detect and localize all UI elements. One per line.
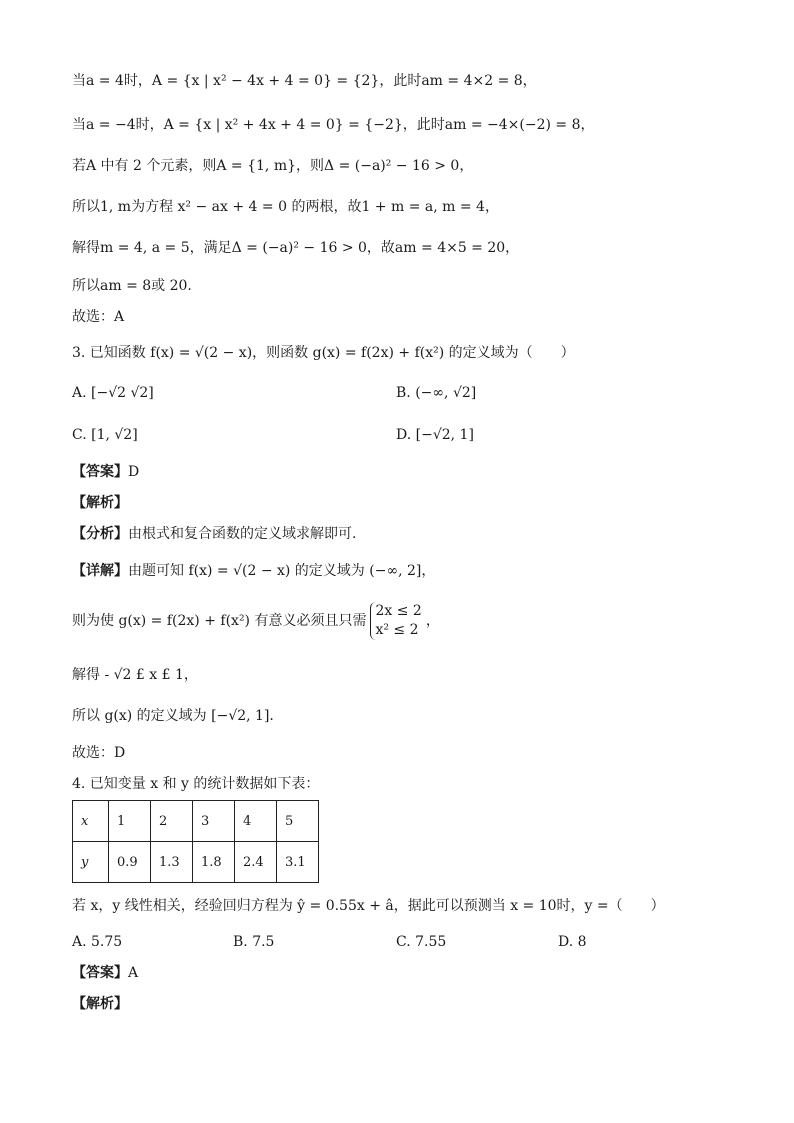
solution-line-3: 若A 中有 2 个元素，则A = {1, m}，则Δ = (−a)² − 16 > 0， [72,158,474,174]
q3-option-b: B. (−∞, √2] [396,385,477,401]
q4-question: 若 x，y 线性相关，经验回归方程为 ŷ = 0.55x + â，据此可以预测当 x = 10时，y =（ ） [72,898,665,914]
solution-line-2: 当a = −4时，A = {x | x² + 4x + 4 = 0} = {−2}，此时am = −4×(−2) = 8， [72,117,595,133]
q4-option-a: A. 5.75 [72,934,123,950]
table-cell: 5 [277,801,319,842]
q3-fenxi [72,524,356,544]
q3-option-d: D. [−√2, 1] [396,427,474,443]
table-row-y [73,842,319,883]
q3-domain-line: 所以 g(x) 的定义域为 [−√2, 1]. [72,708,274,724]
q3-answer [72,462,139,482]
q3-condition-line [72,602,440,640]
solution-line-1: 当a = 4时，A = {x | x² − 4x + 4 = 0} = {2}，此时am = 4×2 = 8， [72,73,537,89]
table-cell: x [73,801,109,842]
condition-punct: ， [425,613,440,629]
answer-value: D [128,464,140,480]
solution-line-7: 故选：A [72,309,125,325]
inequality-2: x² ≤ 2 [375,622,419,638]
inequality-1: 2x ≤ 2 [375,603,422,619]
solution-line-4: 所以1, m为方程 x² − ax + 4 = 0 的两根，故1 + m = a, m = 4， [72,199,499,215]
q4-answer [72,963,138,983]
q4-option-d: D. 8 [558,934,587,950]
table-row-x [73,801,319,842]
xiangjie-text: 由题可知 f(x) = √(2 − x) 的定义域为 (−∞, 2]， [128,563,436,579]
table-cell: 0.9 [109,842,151,883]
answer-value: A [128,965,139,981]
table-cell: 4 [235,801,277,842]
analysis-tag: 【解析】 [72,495,128,511]
table-cell: 2 [151,801,193,842]
analysis-tag: 【解析】 [72,996,128,1012]
question-4-stem: 4. 已知变量 x 和 y 的统计数据如下表： [72,776,320,792]
answer-tag: 【答案】 [72,464,128,480]
table-cell: 1.8 [193,842,235,883]
table-cell: y [73,842,109,883]
solution-line-5: 解得m = 4, a = 5，满足Δ = (−a)² − 16 > 0，故am = 4×5 = 20， [72,240,520,256]
solution-line-6: 所以am = 8或 20. [72,278,192,294]
table-cell: 2.4 [235,842,277,883]
table-cell: 1.3 [151,842,193,883]
q4-option-c: C. 7.55 [396,934,447,950]
q3-option-c: C. [1, √2] [72,427,138,443]
q3-solve-line: 解得 - √2 £ x £ 1， [72,667,198,683]
table-cell: 3.1 [277,842,319,883]
question-3-stem: 3. 已知函数 f(x) = √(2 − x)，则函数 g(x) = f(2x) + f(x²) 的定义域为（ ） [72,345,575,361]
q3-xiangjie [72,561,435,581]
table-cell: 1 [109,801,151,842]
q4-analysis-tag [72,994,128,1014]
answer-tag: 【答案】 [72,965,128,981]
table-cell: 3 [193,801,235,842]
q3-option-a: A. [−√2 √2] [72,385,154,401]
q3-choice-line: 故选：D [72,745,126,761]
inequality-system [370,602,421,640]
statistics-table [72,800,319,883]
q3-analysis-tag [72,493,128,513]
xiangjie-tag: 【详解】 [72,563,128,579]
condition-text: 则为使 g(x) = f(2x) + f(x²) 有意义必须且只需 [72,613,367,629]
fenxi-text: 由根式和复合函数的定义域求解即可. [128,526,357,542]
q4-option-b: B. 7.5 [233,934,275,950]
fenxi-tag: 【分析】 [72,526,128,542]
